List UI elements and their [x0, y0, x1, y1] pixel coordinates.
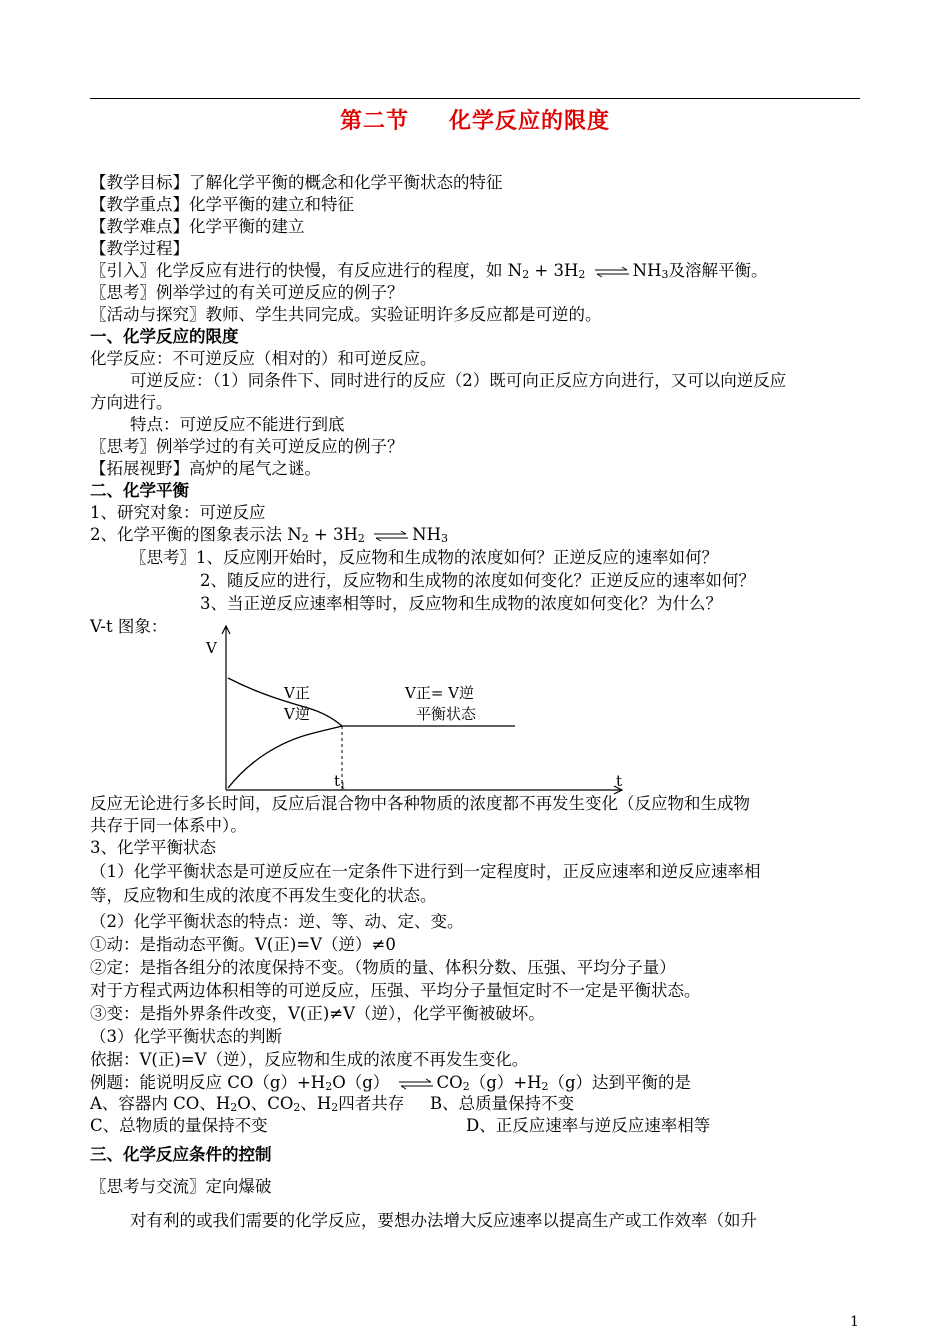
title-section: 第二节: [339, 109, 409, 134]
equal-rate-label: V正= V逆: [405, 684, 475, 702]
process-line: 【教学过程】: [90, 239, 189, 258]
series-v-ni: [228, 726, 342, 788]
text-line: 依据：V(正)=V（逆），反应物和生成的浓度不再发生变化。: [90, 1050, 529, 1069]
option-b: B、总质量保持不变: [430, 1094, 575, 1113]
activity-line: 〖活动与探究〗教师、学生共同完成。实验证明许多反应都是可逆的。: [90, 305, 602, 324]
key-point-line: 【教学重点】化学平衡的建立和特征: [90, 195, 354, 214]
text-line: 特点：可逆反应不能进行到底: [130, 415, 345, 434]
text-line: （2）化学平衡状态的特点：逆、等、动、定、变。: [90, 912, 464, 931]
think-line: 〖思考〗例举学过的有关可逆反应的例子？: [90, 283, 404, 302]
option-d: D、正反应速率与逆反应速率相等: [466, 1116, 711, 1135]
think-question-1: 〖思考〗1、反应刚开始时，反应物和生成物的浓度如何？正逆反应的速率如何？: [130, 548, 718, 567]
reversible-arrow-icon: [593, 265, 631, 279]
v-ni-label: V逆: [284, 705, 310, 723]
text-line: 对有利的或我们需要的化学反应，要想办法增大反应速率以提高生产或工作效率（如升: [130, 1211, 757, 1230]
text-line: 3、化学平衡状态: [90, 838, 216, 857]
graph-method-line: 2、化学平衡的图象表示法 N2 + 3H2 NH3: [90, 525, 448, 545]
definition-line: 等，反应物和生成的浓度不再发生变化的状态。: [90, 886, 437, 905]
text-line: 【拓展视野】高炉的尾气之谜。: [90, 459, 321, 478]
y-axis-label: V: [206, 639, 217, 657]
text-line: 可逆反应：（1）同条件下、同时进行的反应（2）既可向正反应方向进行，又可以向逆反应: [130, 371, 787, 390]
v-zheng-label: V正: [284, 684, 310, 702]
text-line: 〖思考与交流〗定向爆破: [90, 1177, 272, 1196]
intro-line: 〖引入〗化学反应有进行的快慢，有反应进行的程度，如 N2 + 3H2 NH3及溶解平衡。: [90, 261, 768, 281]
text-line: （3）化学平衡状态的判断: [90, 1027, 282, 1046]
definition-line: （1）化学平衡状态是可逆反应在一定条件下进行到一定程度时，正反应速率和逆反应速率相: [90, 862, 761, 881]
text-line: 1、研究对象：可逆反应: [90, 503, 266, 522]
x-axis-label: t: [616, 772, 623, 790]
section-heading-1: 一、化学反应的限度: [90, 327, 239, 346]
t1-label: $t_1$: [334, 772, 346, 792]
text-line: 共存于同一体系中）。: [90, 816, 247, 835]
reversible-arrow-icon: [372, 529, 410, 543]
think-question-3: 3、当正逆反应速率相等时，反应物和生成物的浓度如何变化？为什么？: [200, 594, 722, 613]
header-rule: [90, 98, 860, 99]
text-line: 反应无论进行多长时间，反应后混合物中各种物质的浓度都不再发生变化（反应物和生成物: [90, 794, 750, 813]
option-a: A、容器内 CO、H2O、CO2、H2四者共存: [90, 1094, 405, 1114]
reversible-arrow-icon: [397, 1077, 435, 1091]
text-line: ②定：是指各组分的浓度保持不变。（物质的量、体积分数、压强、平均分子量）: [90, 958, 676, 977]
text-line: ③变：是指外界条件改变，V(正)≠V（逆），化学平衡被破坏。: [90, 1004, 545, 1023]
vt-chart: [160, 620, 640, 798]
title-topic: 化学反应的限度: [449, 109, 611, 134]
think-question-2: 2、随反应的进行，反应物和生成物的浓度如何变化？正逆反应的速率如何？: [200, 571, 755, 590]
text-line: 方向进行。: [90, 393, 173, 412]
section-heading-2: 二、化学平衡: [90, 481, 189, 500]
vt-graph-label: V-t 图象：: [90, 617, 168, 636]
page-title: [0, 104, 950, 135]
difficulty-line: 【教学难点】化学平衡的建立: [90, 217, 305, 236]
example-question: 例题：能说明反应 CO（g）+H2O（g） CO2（g）+H2（g）达到平衡的是: [90, 1073, 692, 1093]
page-number: 1: [850, 1314, 859, 1330]
objective-line: 【教学目标】了解化学平衡的概念和化学平衡状态的特征: [90, 173, 503, 192]
text-line: 化学反应：不可逆反应（相对的）和可逆反应。: [90, 349, 437, 368]
text-line: 〖思考〗例举学过的有关可逆反应的例子？: [90, 437, 404, 456]
text-line: 对于方程式两边体积相等的可逆反应，压强、平均分子量恒定时不一定是平衡状态。: [90, 981, 701, 1000]
text-line: ①动：是指动态平衡。V(正)=V（逆）≠0: [90, 935, 396, 954]
option-c: C、总物质的量保持不变: [90, 1116, 268, 1135]
section-heading-3: 三、化学反应条件的控制: [90, 1145, 272, 1164]
equilibrium-state-label: 平衡状态: [416, 705, 477, 723]
